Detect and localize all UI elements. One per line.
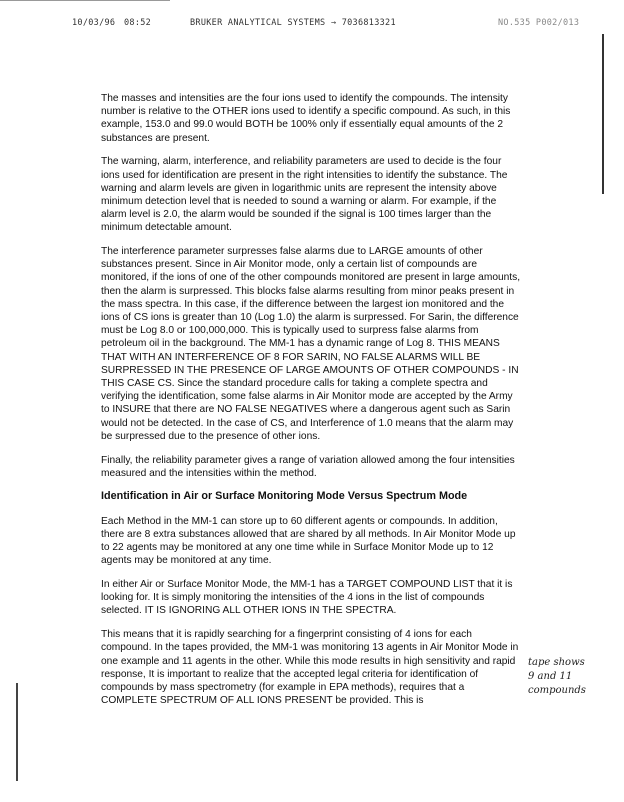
fax-sender: BRUKER ANALYTICAL SYSTEMS → 7036813321: [190, 18, 396, 28]
note-line: compounds: [528, 685, 586, 696]
paragraph-fingerprint: This means that it is rapidly searching for a fingerprint consisting of 4 ions for each compound. In the tapes provided, the MM-1 was monitoring 13 agents in Air Monitor Mode in one example and 11 agents in the other. While this mode results in high sensitivity and rapid response, It is important to realize that the accepted legal criteria for identification of compounds by mass spectrometry (for example in EPA methods), requires that a COMPLETE SPECTRUM OF ALL IONS PRESENT be provided. This is: [101, 629, 519, 707]
document-body: [101, 92, 521, 718]
section-heading: Identification in Air or Surface Monitoring Mode Versus Spectrum Mode: [101, 490, 468, 503]
scan-top-rule: [0, 0, 170, 1]
paragraph-warning-alarm: The warning, alarm, interference, and reliability parameters are used to decide is the four ions used for identification are present in the right intensities to identify the substance. The warning and alarm levels are given in logarithmic units are represent the intensity above minimum detection level that is needed to sound a warning or alarm. For example, if the alarm level is 2.0, the alarm would be sounded if the signal is 100 times larger than the minimum detectable amount.: [101, 156, 508, 234]
note-line: 9 and 11: [528, 671, 573, 682]
note-line: tape shows: [528, 657, 585, 668]
margin-mark-left: [16, 683, 18, 781]
paragraph-ions-intensities: The masses and intensities are the four ions used to identify the compounds. The intensity number is relative to the OTHER ions used to identify a specific compound. As such, in this example, 153.0 and 99.0 would BOTH be 100% only if essentially equal amounts of the 2 substances are present.: [101, 93, 511, 144]
fax-header: [72, 18, 584, 30]
paragraph-reliability: Finally, the reliability parameter gives a range of variation allowed among the four intensities measured and the intensities within the method.: [101, 454, 515, 479]
fax-time: 08:52: [124, 18, 152, 28]
margin-mark-right: [602, 34, 604, 194]
fax-page-number: NO.535 P002/013: [498, 18, 580, 28]
handwritten-margin-note: [528, 656, 608, 698]
fax-date: 10/03/96: [72, 18, 116, 28]
paragraph-method-storage: Each Method in the MM-1 can store up to 60 different agents or compounds. In addition, there are 8 extra substances allowed that are shared by all methods. In Air Monitor Mode up to 22 agents may be monitored at any one time while in Surface Monitor Mode up to 12 agents may be monitored at any time.: [101, 515, 516, 567]
paragraph-target-compound-list: In either Air or Surface Monitor Mode, the MM-1 has a TARGET COMPOUND LIST that it is looking for. It is simply monitoring the intensities of the 4 ions in the list of compounds selected. IT IS IGNORING ALL OTHER IONS IN THE SPECTRA.: [101, 579, 513, 617]
paragraph-interference: The interference parameter surpresses false alarms due to LARGE amounts of other substances present. Since in Air Monitor mode, only a certain list of compounds are monitored, if the ions of one of the other compounds monitored are present in large amounts, then the alarm is surpressed. This blocks false alarms resulting from minor peaks present in the mass spectra. In this case, if the difference between the largest ion monitored and the ions of CS ions is greater than 10 (Log 1.0) the alarm is surpressed. For Sarin, the difference must be Log 8.0 or 100,000,000. This is typically used to surpress false alarms from petroleum oil in the background. The MM-1 has a dynamic range of Log 8. THIS MEANS THAT WITH AN INTERFERENCE OF 8 FOR SARIN, NO FALSE ALARMS WILL BE SURPRESSED IN THE PRESENCE OF LARGE AMOUNTS OF OTHER COMPOUNDS - IN THIS CASE CS. Since the standard procedure calls for taking a complete spectra and verifying the identification, some false alarms in Air Monitor mode are accepted by the Army to INSURE that there are NO FALSE NEGATIVES where a dangerous agent such as Sarin would not be detected. In the case of CS, and Interference of 1.0 means that the alarm may be surpressed due to the presence of other ions.: [101, 246, 521, 442]
